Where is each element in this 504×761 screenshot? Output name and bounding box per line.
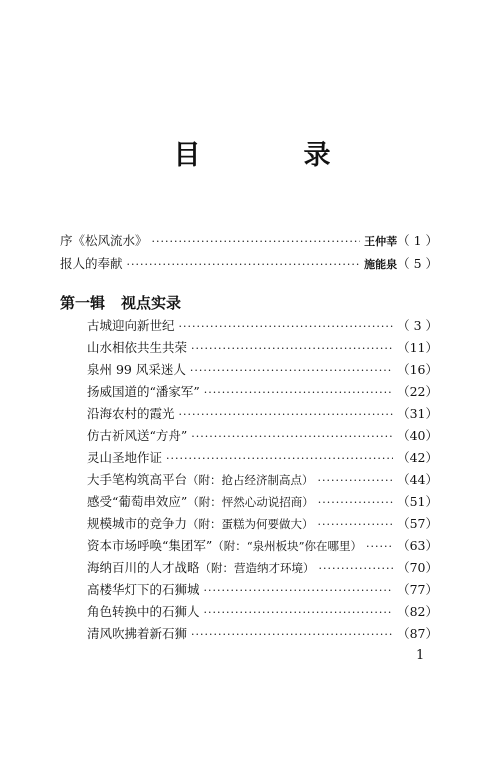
section-heading: [60, 292, 181, 313]
dot-leader: [318, 517, 394, 533]
entry-page: （63）: [397, 538, 438, 553]
entry-page: （ 1 ）: [397, 233, 438, 248]
section-name: 视点实录: [121, 294, 182, 312]
entry-page: （44）: [397, 472, 438, 487]
toc-entry[interactable]: [87, 604, 438, 621]
toc-entry[interactable]: [87, 538, 438, 555]
page-title: 目 录: [173, 140, 369, 171]
entry-title: 大手笔构筑高平台: [87, 472, 188, 487]
entry-title: 角色转换中的石狮人: [87, 604, 200, 619]
entry-title: 扬威国道的“潘家军”: [87, 384, 200, 399]
toc-entry[interactable]: [87, 626, 438, 643]
entry-page: （31）: [397, 406, 438, 421]
toc-entry[interactable]: [87, 560, 438, 577]
entry-title: 山水相依共生共荣: [87, 340, 188, 355]
entry-title: 泉州 99 风采迷人: [87, 362, 186, 377]
toc-entry-preface[interactable]: [60, 233, 438, 250]
toc-entry[interactable]: [87, 406, 438, 423]
entry-page: （42）: [397, 450, 438, 465]
dot-leader: [366, 539, 393, 555]
dot-leader: [319, 561, 394, 577]
entry-note: （附：“泉州板块”你在哪里）: [212, 539, 363, 553]
entry-page: （77）: [397, 582, 438, 597]
entry-title: 序《松风流水》: [60, 233, 148, 248]
entry-author: 施能泉: [364, 258, 398, 271]
entry-page: （ 5 ）: [397, 256, 438, 271]
entry-note: （附：营造纳才环境）: [199, 561, 315, 575]
entry-page: （87）: [397, 626, 438, 641]
entry-title: 海纳百川的人才战略: [87, 560, 200, 575]
toc-entry[interactable]: [87, 450, 438, 467]
toc-entry[interactable]: [87, 582, 438, 599]
toc-entry[interactable]: [87, 494, 438, 511]
toc-entry[interactable]: [87, 472, 438, 489]
entry-title: 报人的奉献: [60, 256, 123, 271]
entry-note: （附：抢占经济制高点）: [187, 473, 314, 487]
entry-title: 古城迎向新世纪: [87, 318, 175, 333]
entry-note: （附：怦然心动说招商）: [187, 495, 314, 509]
toc-entry-dedication[interactable]: [60, 256, 438, 273]
dot-leader: [191, 429, 393, 445]
entry-title: 规模城市的竞争力: [87, 516, 188, 531]
dot-leader: [318, 495, 393, 511]
section-part: 第一辑: [60, 294, 106, 312]
toc-entry[interactable]: [87, 318, 438, 335]
entry-page: （11）: [397, 340, 438, 355]
entry-title: 感受“葡萄串效应”: [87, 494, 188, 509]
dot-leader: [191, 627, 393, 643]
entry-page: （57）: [397, 516, 438, 531]
dot-leader: [204, 605, 394, 621]
dot-leader: [179, 319, 394, 335]
entry-page: （70）: [397, 560, 438, 575]
entry-page: （22）: [397, 384, 438, 399]
entry-title: 清风吹拂着新石狮: [87, 626, 188, 641]
dot-leader: [179, 407, 394, 423]
entry-title: 资本市场呼唤“集团军”: [87, 538, 213, 553]
dot-leader: [127, 257, 361, 273]
entry-page: （16）: [397, 362, 438, 377]
entry-title: 沿海农村的霞光: [87, 406, 175, 421]
dot-leader: [318, 473, 394, 489]
entry-note: （附：蛋糕为何要做大）: [187, 517, 314, 531]
entry-author: 王仲莘: [364, 235, 398, 248]
page-number: 1: [416, 648, 425, 663]
toc-entry[interactable]: [87, 516, 438, 533]
entry-title: 灵山圣地作证: [87, 450, 163, 465]
entry-page: （ 3 ）: [397, 318, 438, 333]
toc-entry[interactable]: [87, 362, 438, 379]
entry-title: 高楼华灯下的石狮城: [87, 582, 200, 597]
toc-entry[interactable]: [87, 428, 438, 445]
dot-leader: [204, 583, 394, 599]
dot-leader: [166, 451, 393, 467]
entry-page: （51）: [397, 494, 438, 509]
dot-leader: [191, 341, 393, 357]
dot-leader: [152, 234, 361, 250]
entry-page: （40）: [397, 428, 438, 443]
entry-page: （82）: [397, 604, 438, 619]
toc-entry[interactable]: [87, 384, 438, 401]
dot-leader: [190, 363, 393, 379]
entry-title: 仿古祈风送“方舟”: [87, 428, 188, 443]
toc-entry[interactable]: [87, 340, 438, 357]
dot-leader: [204, 385, 393, 401]
